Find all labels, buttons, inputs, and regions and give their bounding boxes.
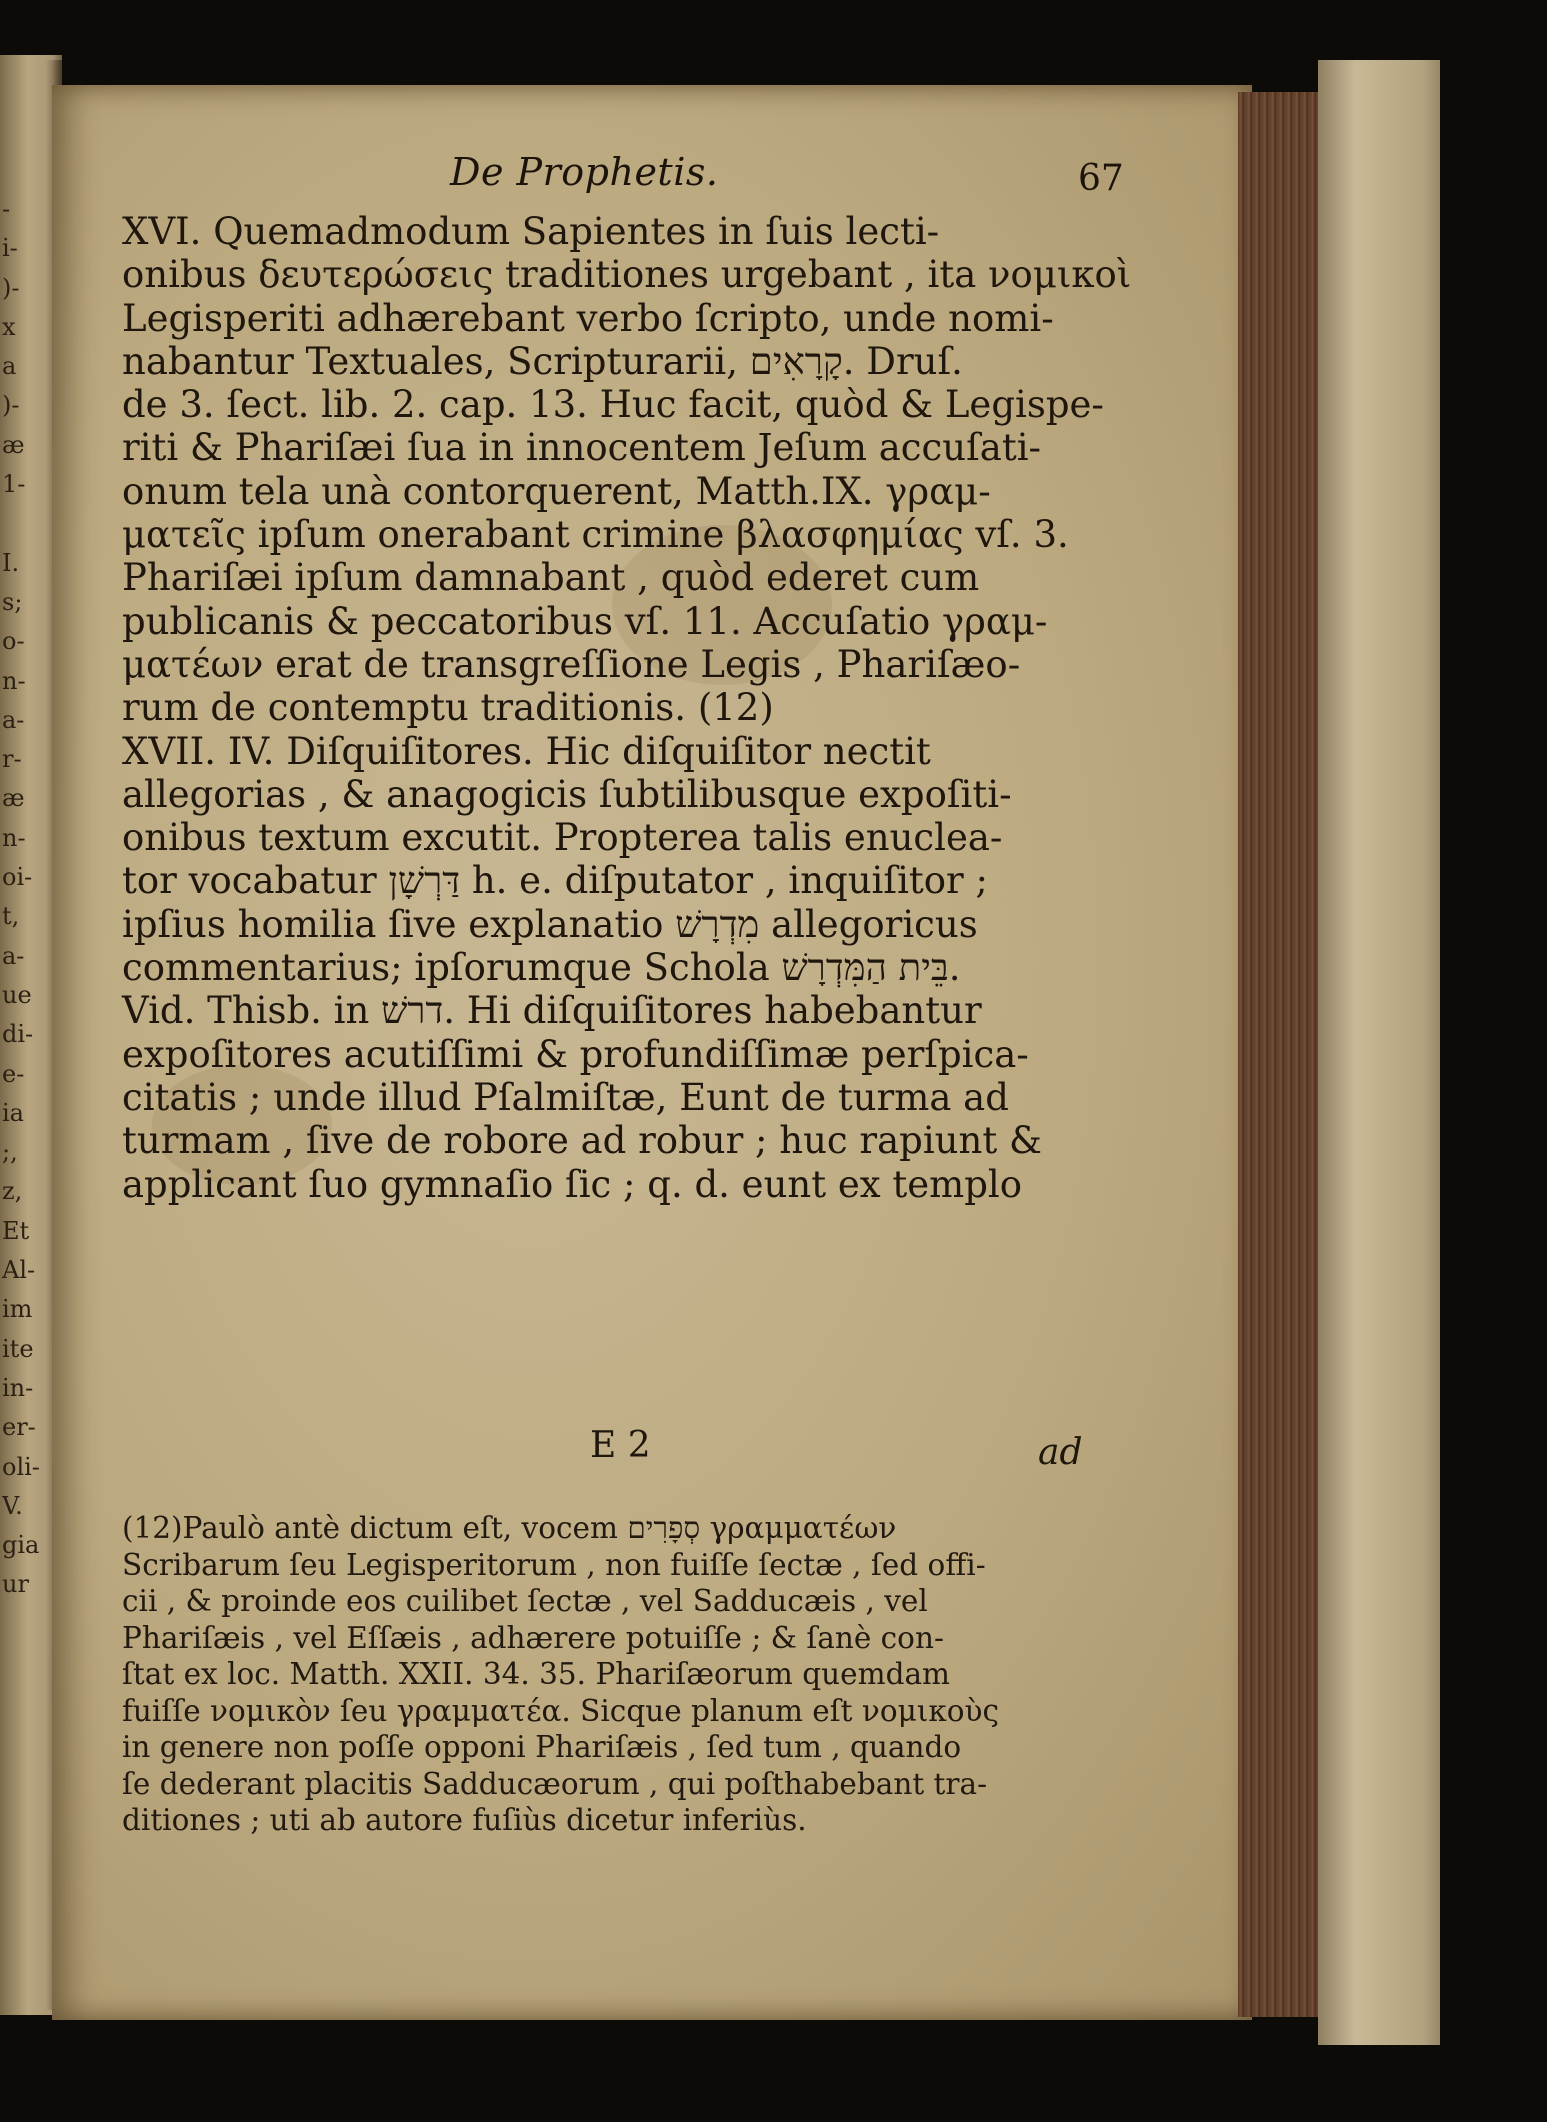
facing-page-fragment: oli- [2, 1452, 40, 1481]
text-line: ματεῖς ipſum onerabant crimine βλασφημίας vſ. 3. [122, 513, 1069, 557]
facing-page-fragment: gia [2, 1531, 40, 1560]
running-head: De Prophetis. [450, 150, 719, 194]
text-line: tor vocabatur דַּרְשָׁן h. e. diſputator , inquiſitor ; [122, 859, 988, 903]
text-line: commentarius; ipſorumque Schola בֵּית הַמִּדְרָשׁ. [122, 946, 961, 990]
text-line: citatis ; unde illud Pſalmiſtæ, Eunt de turma ad [122, 1075, 1009, 1119]
facing-page-fragment [2, 504, 46, 543]
facing-page-fragment: x [2, 312, 16, 341]
facing-page-fragment: o- [2, 627, 25, 656]
text-line: applicant ſuo gymnaſio ſic ; q. d. eunt ex templo [122, 1162, 1023, 1206]
text-line: onibus δευτερώσεις traditiones urgebant , ita νομικοὶ [122, 253, 1132, 297]
facing-page-fragment: i- [2, 234, 18, 263]
facing-page-fragment: ;, [2, 1138, 18, 1167]
page-block-edge [1238, 92, 1330, 2017]
facing-page-fragment: n- [2, 823, 26, 852]
facing-page-fragment: t, [2, 902, 20, 931]
text-line: expoſitores acutiſſimi & profundiſſimæ perſpica- [122, 1032, 1029, 1076]
text-line: onibus textum excutit. Propterea talis enuclea- [122, 816, 1003, 860]
facing-page-fragment: ur [2, 1570, 29, 1599]
text-line: Legisperiti adhærebant verbo ſcripto, unde nomi- [122, 296, 1054, 340]
facing-page-fragment: r- [2, 745, 22, 774]
facing-page-fragment: æ [2, 784, 25, 813]
footnote-line: in genere non poſſe opponi Phariſæis , ſed tum , quando [122, 1730, 962, 1764]
facing-page-fragment: - [2, 195, 11, 223]
facing-page-fragment: s; [2, 587, 23, 616]
text-line: rum de contemptu traditionis. (12) [122, 686, 774, 730]
text-line: XVI. Quemadmodum Sapientes in ſuis lecti- [122, 210, 940, 253]
text-line: Phariſæi ipſum damnabant , quòd ederet cum [122, 556, 980, 600]
footnote-block [122, 1510, 1092, 1839]
facing-page-fragment: 1- [2, 470, 26, 499]
facing-page-fragment: n- [2, 666, 26, 695]
text-line: XVII. IV. Diſquiſitores. Hic diſquiſitor nectit [122, 729, 931, 773]
catchword: ad [1038, 1432, 1083, 1473]
facing-page-fragment: I. [2, 548, 20, 577]
facing-page-fragment: di- [2, 1020, 34, 1049]
facing-page-fragment: )- [2, 273, 20, 302]
footnote-line: fuiſſe νομικὸν ſeu γραμματέα. Sicque planum eſt νομικοὺς [122, 1693, 999, 1728]
text-line: ipſius homilia ſive explanatio מִדְרָשׁ allegoricus [122, 902, 978, 946]
facing-page-fragment: Et [2, 1216, 30, 1245]
facing-page-fragment: ue [2, 980, 32, 1009]
text-line: riti & Phariſæi ſua in innocentem Jeſum accuſati- [122, 426, 1042, 470]
facing-page-fragment: Al- [2, 1256, 36, 1285]
facing-page-fragment: V. [2, 1491, 23, 1520]
text-line: ματέων erat de transgreſſione Legis , Phariſæo- [122, 642, 1021, 686]
facing-page-fragment: im [2, 1295, 33, 1324]
facing-page-fragment: )- [2, 391, 20, 420]
facing-page-fragment: a- [2, 941, 25, 970]
footnote-line: ſe dederant placitis Sadducæorum , qui poſthabebant tra- [122, 1766, 988, 1801]
main-text-block [122, 210, 1132, 1206]
text-line: allegorias , & anagogicis ſubtilibusque expoſiti- [122, 772, 1012, 816]
footnote-line: ſtat ex loc. Matth. XXII. 34. 35. Phariſæorum quemdam [122, 1657, 951, 1691]
facing-page-fragment: z, [2, 1177, 23, 1206]
footnote-line: (12)Paulò antè dictum eſt, vocem סְפָרִים γραμματέων [122, 1511, 897, 1545]
facing-page-fragment: ite [2, 1334, 34, 1363]
text-line: nabantur Textuales, Scripturarii, קָרָאִים. Druſ. [122, 339, 963, 383]
page-number: 67 [1078, 158, 1124, 199]
text-line: onum tela unà contorquerent, Matth.IX. γραμ- [122, 469, 991, 513]
facing-page-fragment: a [2, 352, 17, 381]
footnote-line: Phariſæis , vel Eſſæis , adhærere potuiſſe ; & ſanè con- [122, 1620, 944, 1655]
facing-page-fragment: in- [2, 1373, 34, 1402]
facing-page-fragment: æ [2, 430, 25, 459]
facing-page-fragment: e- [2, 1059, 25, 1088]
footnote-line: Scribarum ſeu Legisperitorum , non fuiſſe ſectæ , ſed offi- [122, 1547, 986, 1582]
footnote-line: ditiones ; uti ab autore fuſiùs dicetur inferiùs. [122, 1803, 807, 1837]
signature-mark: E 2 [590, 1425, 651, 1466]
facing-page-text-fragments [2, 190, 46, 1605]
text-line: de 3. ſect. lib. 2. cap. 13. Huc facit, quòd & Legispe- [122, 383, 1104, 427]
facing-page-fragment: ia [2, 1098, 24, 1127]
footnote-line: cii , & proinde eos cuilibet ſectæ , vel Sadducæis , vel [122, 1584, 928, 1618]
text-line: Vid. Thisb. in דרשׁ. Hi diſquiſitores habebantur [122, 989, 982, 1033]
facing-page-fragment: oi- [2, 863, 33, 892]
background-shadow [1440, 40, 1547, 2122]
facing-page-fragment: a- [2, 705, 25, 734]
text-line: turmam , ſive de robore ad robur ; huc rapiunt & [122, 1119, 1042, 1163]
facing-page-fragment: er- [2, 1413, 36, 1442]
text-line: publicanis & peccatoribus vſ. 11. Accuſatio γραμ- [122, 599, 1048, 643]
